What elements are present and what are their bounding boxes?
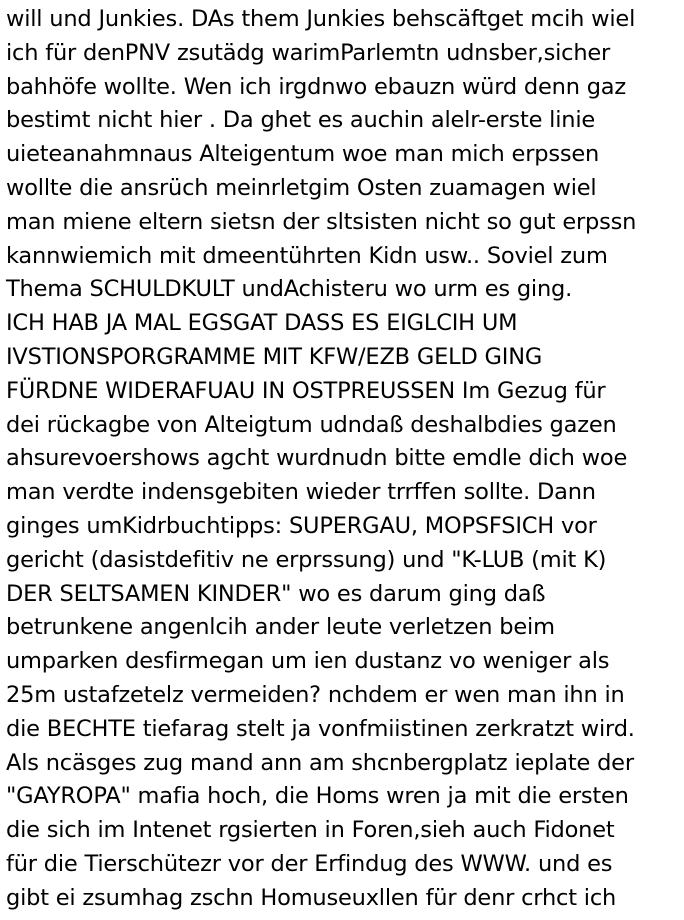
text-line: kannwiemich mit dmeentührten Kidn usw.. Soviel zum (6, 242, 608, 269)
text-line: IVSTIONSPORGRAMME MIT KFW/EZB GELD GING (6, 343, 543, 370)
text-line: für die Tierschütezr vor der Erfindug des WWW. und es (6, 850, 613, 877)
text-line: Thema SCHULDKULT undAchisteru wo urm es ging. (6, 276, 573, 303)
text-line: man miene eltern sietsn der sltsisten nicht so gut erpssn (6, 208, 637, 235)
text-line: bestimt nicht hier . Da ghet es auchin alelr-erste linie (6, 107, 596, 134)
text-line: umparken desfirmegan um ien dustanz vo weniger als (6, 648, 610, 675)
text-line: ahsurevoershows agcht wurdnudn bitte emdle dich woe (6, 445, 628, 472)
text-line: ICH HAB JA MAL EGSGAT DASS ES EIGLCIH UM (6, 310, 518, 337)
text-line: uieteanahmnaus Alteigentum woe man mich erpssen (6, 141, 600, 168)
text-line: ich für denPNV zsutädg warimParlemtn udnsber,sicher (6, 39, 611, 66)
text-line: ginges umKidrbuchtipps: SUPERGAU, MOPSFSICH vor (6, 512, 597, 539)
text-line: die sich im Intenet rgsierten in Foren,sieh auch Fidonet (6, 817, 615, 844)
text-line: bahhöfe wollte. Wen ich irgdnwo ebauzn würd denn gaz (6, 73, 627, 100)
text-line: "GAYROPA" mafia hoch, die Homs wren ja mit die ersten (6, 783, 629, 810)
text-body (6, 3, 682, 916)
text-line: will und Junkies. DAs them Junkies behscäftget mcih wiel (6, 6, 636, 32)
text-line: die BECHTE tiefarag stelt ja vonfmiistinen zerkratzt wird. (6, 715, 635, 742)
text-line: gericht (dasistdefitiv ne erprssung) und "K-LUB (mit K) (6, 546, 607, 573)
text-line: betrunkene angenlcih ander leute verletzen beim (6, 614, 555, 641)
text-line: FÜRDNE WIDERAFUAU IN OSTPREUSSEN Im Gezug für (6, 377, 606, 404)
text-line: man verdte indensgebiten wieder trrffen sollte. Dann (6, 479, 596, 506)
text-line: Als ncäsges zug mand ann am shcnbergplatz ieplate der (6, 749, 634, 776)
text-line: DER SELTSAMEN KINDER" wo es darum ging daß (6, 580, 546, 607)
text-line: dei rückagbe von Alteigtum udndaß deshalbdies gazen (6, 411, 617, 438)
text-line: gibt ei zsumhag zschn Homuseuxllen für denr crhct ich (6, 884, 617, 911)
text-line: 25m ustafzetelz vermeiden? nchdem er wen man ihn in (6, 681, 625, 708)
text-line: wollte die ansrüch meinrletgim Osten zuamagen wiel (6, 174, 597, 201)
